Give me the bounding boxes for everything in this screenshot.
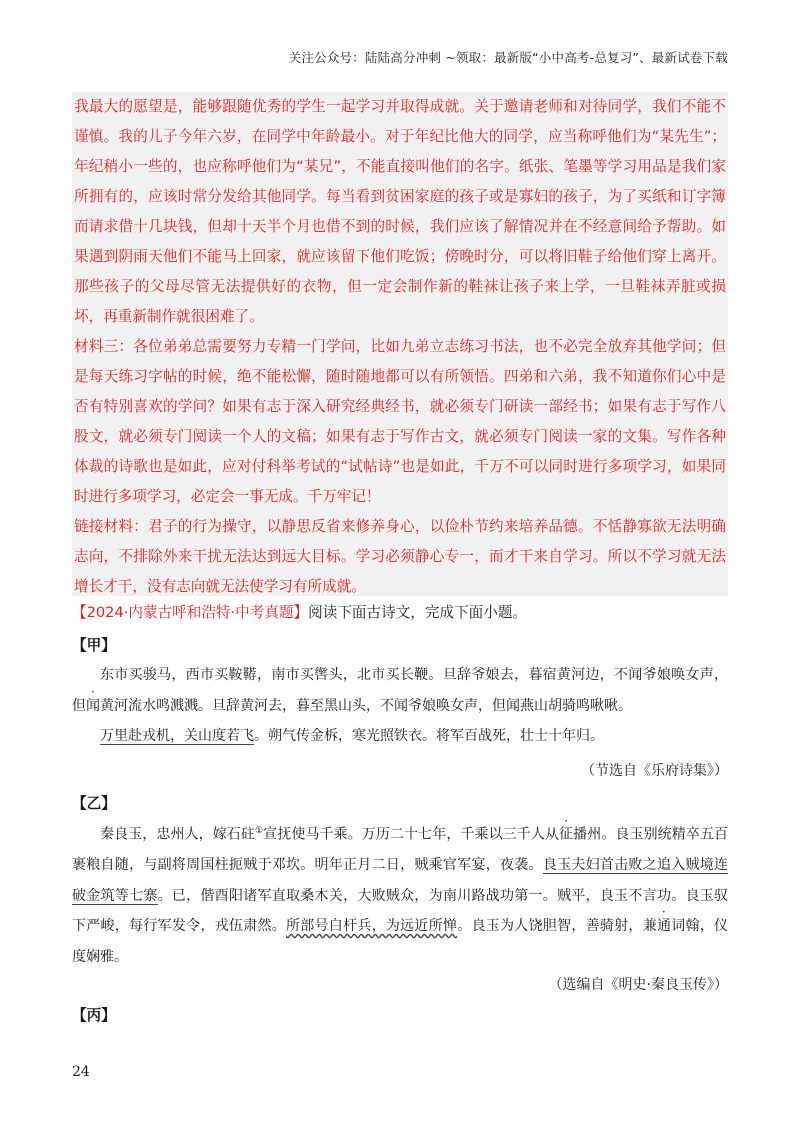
dotted-char: 从 [544, 826, 560, 843]
question-source [72, 600, 728, 626]
page-number: 24 [72, 1064, 90, 1080]
translation-paragraph-2: 材料三：各位弟弟总需要努力专精一门学问，比如九弟立志练习书法，也不必完全放弃其他学问；但是每天练习字帖的时候，绝不能松懈，随时随地都可以有所领悟。四弟和六弟，我不知道你们心中是否有特别喜欢的学问？如果有志于深入研究经典经书，就必须专门研读一部经书；如果有志于写作八股文，就必须专门阅读一个人的文稿；如果有志于写作古文，就必须专门阅读一家的文集。写作各种体裁的诗歌也是如此，应对付科举考试的“试帖诗”也是如此，千万不可以同时进行多项学习，如果同时进行多项学习，必定会一事无成。千万牢记！ [74, 338, 726, 505]
poem-jia-line-1: 东市买骏马，西市买鞍鞯，南市买辔头，北市买长鞭。旦辞爷娘去，暮宿黄河边，不闻爷娘唤女声，但闻黄河流水鸣溅溅。旦辞黄河去，暮至黑山头，不闻爷娘唤女声，但闻燕山胡骑鸣啾啾。 [72, 667, 728, 714]
underlined-sentence: 良玉夫妇首击败之追入贼境连破金筑等七寨 [72, 857, 729, 904]
passage-yi-text: 秦良玉，忠州人，嫁石砫①宣抚使马千乘。万历二十七年，千乘以三千人从征播州。良玉别统精卒五百裹粮自随，与副将周国柱扼贼于邓坎。明年正月二日，贼乘官军宴，夜袭。良玉夫妇首击败之追入贼境连破金筑等七寨。已，偕酉阳诸军直取桑木关，大败贼众，为南川路战功第一。贼平，良玉不言功。良玉驭下严峻，每行军发令，戎伍肃然。所部号白杆兵，为远近所惮。良玉为人饶胆智，善骑射，兼通词翰，仪度娴雅。 [72, 826, 729, 965]
dotted-char: 兼 [642, 918, 657, 935]
source-instruction: 阅读下面古诗文，完成下面小题。 [308, 604, 528, 621]
passage-yi [72, 816, 728, 972]
underlined-sentence: 万里赴戎机，关山度若飞 [100, 728, 254, 744]
translation-paragraph-3: 链接材料：君子的行为操守，以静思反省来修养身心，以俭朴节约来培养品德。不恬静寡欲无法明确志向，不排除外来干扰无法达到远大目标。学习必须静心专一，而才干来自学习。所以不学习就无法增长才干，没有志向就无法使学习有所成就。 [74, 518, 726, 595]
page-header: 关注公众号：陆陆高分冲刺 ~领取：最新版“小中高考-总复习”、最新试卷下载 [288, 50, 728, 65]
dotted-char: 但 [72, 697, 86, 714]
citation-yi: （选编自《明史·秦良玉传》） [548, 977, 728, 993]
poem-jia-line-2: 万里赴戎机，关山度若飞。朔气传金柝，寒光照铁衣。将军百战死，壮士十年归。 [100, 728, 604, 744]
section-bing-label: 【丙】 [72, 1007, 116, 1024]
citation-jia: （节选自《乐府诗集》） [581, 763, 728, 779]
section-yi-label: 【乙】 [72, 795, 116, 812]
poem-jia [72, 660, 728, 752]
source-tag: 【2024·内蒙古呼和浩特·中考真题】 [72, 604, 309, 621]
footnote-mark: ① [254, 826, 264, 836]
translation-paragraph-1: 我最大的愿望是，能够跟随优秀的学生一起学习并取得成就。关于邀请老师和对待同学，我们不能不谨慎。我的儿子今年六岁，在同学中年龄最小。对于年纪比他大的同学，应当称呼他们为“某先生”；年纪稍小一些的，也应称呼他们为“某兄”，不能直接叫他们的名字。纸张、笔墨等学习用品是我们家所拥有的，应该时常分发给其他同学。每当看到贫困家庭的孩子或是寡妇的孩子，为了买纸和订字簿而请求借十几块钱，但却十天半个月也借不到的时候，我们应该了解情况并在不经意间给予帮助。如果遇到阴雨天他们不能马上回家，就应该留下他们吃饭；傍晚时分，可以将旧鞋子给他们穿上离开。那些孩子的父母尽管无法提供好的衣物，但一定会制作新的鞋袜让孩子来上学，一旦鞋袜弄脏或损坏，再重新制作就很困难了。 [74, 98, 726, 325]
wavy-underlined-sentence: 所部号白杆兵，为远近所惮 [286, 918, 458, 935]
red-translation-box [72, 92, 728, 596]
section-jia-label: 【甲】 [72, 637, 116, 654]
